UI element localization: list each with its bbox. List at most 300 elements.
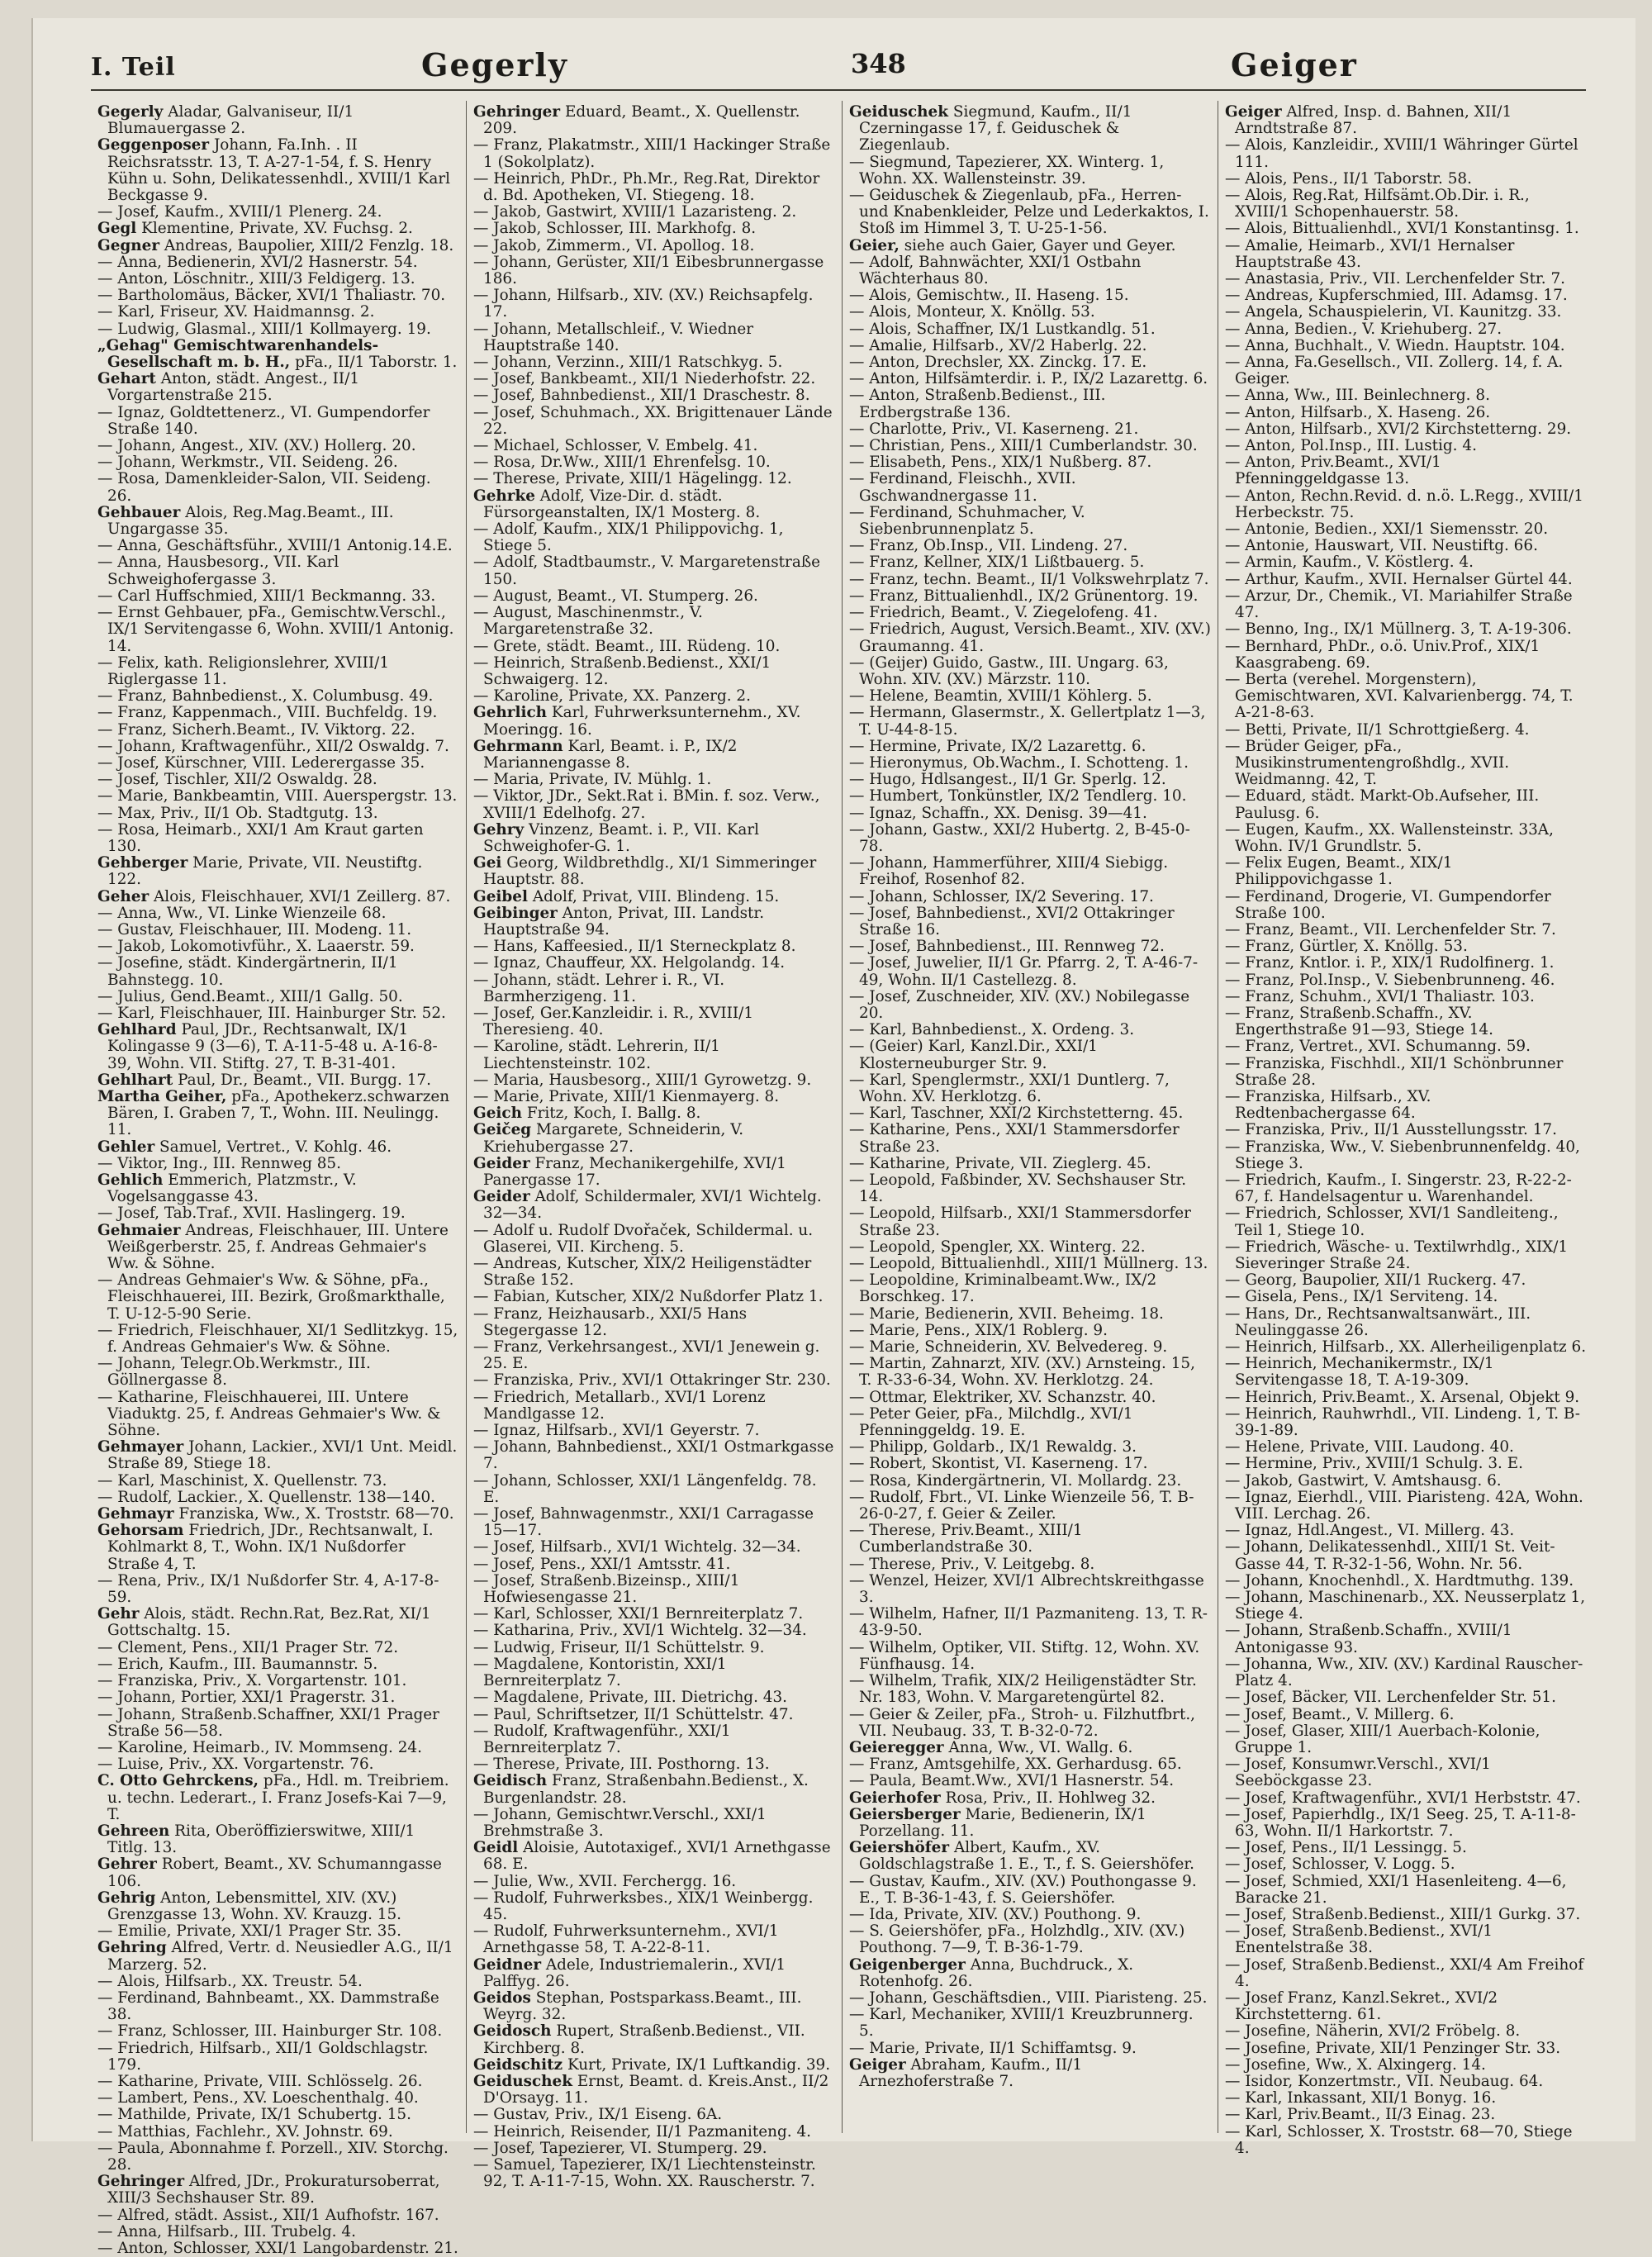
directory-entry	[97, 1773, 459, 1823]
directory-entry	[97, 905, 459, 922]
entry-surname: Gehart	[97, 370, 156, 388]
entry-details: Paul, JDr., Rechtsanwalt, IX/1 Kolingasse 9 (3—6), T. A-11-5-48 u. A-16-8-39, Wohn. VII. Stiftg. 27, T. B-31-401.	[107, 1021, 438, 1072]
directory-entry	[473, 471, 835, 487]
directory-entry	[473, 1539, 835, 1556]
directory-entry	[849, 938, 1211, 955]
directory-entry	[473, 354, 835, 371]
entry-details: — Peter Geier, pFa., Milchdlg., XVI/1 Pfenninggeldg. 19. E.	[849, 1404, 1133, 1440]
directory-entry	[473, 1423, 835, 1439]
directory-entry	[849, 2057, 1211, 2090]
entry-surname: Geieregger	[849, 1738, 944, 1756]
entry-details: — Ignaz, Eierhdl., VIII. Piaristeng. 42A, Wohn. VIII. Lerchag. 26.	[1225, 1488, 1583, 1523]
directory-entry	[97, 1223, 459, 1273]
directory-entry	[1225, 338, 1588, 354]
directory-entry	[473, 454, 835, 471]
entry-details: Alois, städt. Rechn.Rat, Bez.Rat, XI/1 Gottschaltg. 15.	[107, 1605, 431, 1640]
entry-details: — Gisela, Pens., IX/1 Serviteng. 14.	[1225, 1288, 1498, 1306]
directory-entry	[97, 1272, 459, 1323]
directory-entry	[97, 271, 459, 287]
directory-entry	[97, 605, 459, 655]
page-header	[91, 40, 1586, 91]
entry-details: — Alois, Bittualienhdl., XVI/1 Konstantinsg. 1.	[1225, 220, 1579, 238]
entry-details: — Johann, Hammerführer, XIII/4 Siebigg. Freihof, Rosenhof 82.	[849, 854, 1169, 889]
entry-surname: Gehreen	[97, 1822, 170, 1840]
entry-details: — S. Geiershöfer, pFa., Holzhdlg., XIV. (XV.) Pouthong. 7—9, T. B-36-1-79.	[849, 1922, 1185, 1957]
entry-details: Anna, Ww., VI. Wallg. 6.	[948, 1738, 1133, 1756]
entry-details: — Johanna, Ww., XIV. (XV.) Kardinal Rauscher-Platz 4.	[1225, 1655, 1583, 1690]
directory-entry	[473, 1105, 835, 1122]
directory-entry	[473, 2157, 835, 2190]
directory-entry	[849, 2041, 1211, 2057]
directory-entry	[1225, 639, 1588, 672]
directory-entry	[97, 1923, 459, 1940]
entry-details: — Antonie, Bedien., XXI/1 Siemensstr. 20.	[1225, 520, 1549, 539]
directory-entry	[97, 1707, 459, 1740]
entry-details: — Paula, Abonnahme f. Porzell., XIV. Storchg. 28.	[97, 2139, 449, 2174]
entry-details: — Adolf, Bahnwächter, XXI/1 Ostbahn Wächterhaus 80.	[849, 253, 1142, 288]
entry-details: — Wenzel, Heizer, XVI/1 Albrechtskreithgasse 3.	[849, 1571, 1204, 1607]
entry-details: — Ferdinand, Bahnbeamt., XX. Dammstraße 38.	[97, 1989, 439, 2024]
directory-entry	[473, 1640, 835, 1656]
entry-surname: Geiershöfer	[849, 1839, 950, 1857]
entry-details: — Philipp, Goldarb., IX/1 Rewaldg. 3.	[849, 1438, 1137, 1456]
entry-details: — Heinrich, Hilfsarb., XX. Allerheiligenplatz 6.	[1225, 1338, 1587, 1357]
entry-surname: Gegl	[97, 220, 137, 238]
directory-entry	[97, 739, 459, 755]
entry-details: — Karl, Mechaniker, XVIII/1 Kreuzbrunnerg. 5.	[849, 2006, 1194, 2041]
directory-entry	[97, 655, 459, 688]
entry-details: — Samuel, Tapezierer, IX/1 Liechtensteinstr. 92, T. A-11-7-15, Wohn. XX. Rauscherstr. 7.	[473, 2155, 816, 2191]
entry-details: — Gustav, Fleischhauer, III. Modeng. 11.	[97, 920, 412, 938]
entry-details: — Jakob, Lokomotivführ., X. Laaerstr. 59.	[97, 938, 415, 956]
directory-entry	[473, 1890, 835, 1923]
directory-entry	[97, 204, 459, 221]
entry-details: — Maria, Private, IV. Mühlg. 1.	[473, 771, 712, 789]
directory-entry	[473, 1556, 835, 1573]
directory-entry	[473, 905, 835, 938]
entry-details: — Leopoldine, Kriminalbeamt.Ww., IX/2 Borschkeg. 17.	[849, 1271, 1157, 1306]
entry-details: — Johann, Delikatessenhdl., XIII/1 St. Veit-Gasse 44, T. R-32-1-56, Wohn. Nr. 56.	[1225, 1538, 1555, 1573]
entry-details: — Josef, Straßenb.Bedienst., XVI/1 Enentelstraße 38.	[1225, 1922, 1493, 1957]
entry-details: Ernst, Beamt. d. Kreis.Anst., II/2 D'Orsayg. 11.	[483, 2072, 829, 2107]
entry-surname: „Gehag" Gemischtwarenhandels-Gesellschaft m. b. H.,	[97, 336, 379, 372]
directory-entry	[473, 204, 835, 221]
entry-details: — Josef Franz, Kanzl.Sekret., XVI/2 Kirchstetterng. 61.	[1225, 1989, 1498, 2024]
entry-details: — Geiduschek & Ziegenlaub, pFa., Herren- und Knabenkleider, Pelze und Lederkaktos, I. Stoß im Himmel 3, T. U-25-1-56.	[849, 187, 1209, 238]
entry-details: — Josef, Juwelier, II/1 Gr. Pfarrg. 2, T. A-46-7-49, Wohn. II/1 Castellezg. 8.	[849, 954, 1199, 989]
directory-entry	[849, 772, 1211, 788]
entry-details: — Magdalene, Private, III. Dietrichg. 43.	[473, 1689, 788, 1707]
entry-details: — Ida, Private, XIV. (XV.) Pouthong. 9.	[849, 1905, 1142, 1923]
directory-entry	[849, 1707, 1211, 1740]
entry-details: — Josef, Straßenb.Bedienst., XIII/1 Gurkg. 37.	[1225, 1905, 1581, 1923]
entry-details: — Jakob, Gastwirt, XVIII/1 Lazaristeng. 2.	[473, 203, 797, 221]
directory-entry	[473, 972, 835, 1005]
entry-details: Adele, Industriemalerin., XVI/1 Palffyg. 26.	[483, 1955, 786, 1990]
directory-entry	[473, 287, 835, 321]
entry-details: — (Geier) Karl, Kanzl.Dir., XXI/1 Klosterneuburger Str. 9.	[849, 1038, 1098, 1072]
entry-details: — Betti, Private, II/1 Schrottgießerg. 4.	[1225, 720, 1530, 739]
directory-entry	[849, 188, 1211, 238]
entry-surname: Gehr	[97, 1605, 140, 1623]
entry-details: — Katharine, Pens., XXI/1 Stammersdorfer Straße 23.	[849, 1121, 1180, 1156]
entry-details: — Karl, Bahnbedienst., X. Ordeng. 3.	[849, 1021, 1135, 1039]
entry-details: — Hans, Kaffeesied., II/1 Sterneckplatz 8.	[473, 938, 796, 956]
directory-entry	[473, 1005, 835, 1038]
directory-entry	[473, 2107, 835, 2123]
entry-details: — Isidor, Konzertmstr., VII. Neubaug. 64.	[1225, 2072, 1544, 2090]
entry-details: — Katharina, Priv., XVI/1 Wichtelg. 32—34.	[473, 1622, 807, 1640]
directory-entry	[1225, 938, 1588, 955]
entry-details: — Marie, Schneiderin, XV. Belvedereg. 9.	[849, 1338, 1168, 1357]
entry-details: — Julie, Ww., XVII. Ferchergg. 16.	[473, 1872, 737, 1890]
directory-entry	[1225, 788, 1588, 821]
entry-details: — Rosa, Kindergärtnerin, VI. Mollardg. 23.	[849, 1471, 1182, 1490]
entry-details: — Franz, Plakatmstr., XIII/1 Hackinger Straße 1 (Sokolplatz).	[473, 136, 831, 171]
directory-entry	[473, 588, 835, 605]
directory-entry	[1225, 1205, 1588, 1238]
entry-details: — Rena, Priv., IX/1 Nußdorfer Str. 4, A-17-8-59.	[97, 1571, 439, 1607]
entry-details: — Michael, Schlosser, V. Embelg. 41.	[473, 437, 758, 455]
directory-entry	[97, 805, 459, 822]
entry-details: Alois, Fleischhauer, XVI/1 Zeillerg. 87.	[154, 887, 451, 905]
directory-entry	[1225, 1790, 1588, 1807]
directory-entry	[1225, 1756, 1588, 1789]
entry-details: — Rudolf, Fbrt., VI. Linke Wienzeile 56, T. B-26-0-27, f. Geier & Zeiler.	[849, 1488, 1194, 1523]
entry-details: — Gustav, Kaufm., XIV. (XV.) Pouthongasse 9. E., T. B-36-1-43, f. S. Geiershöfer.	[849, 1872, 1197, 1907]
directory-entry	[1225, 1456, 1588, 1472]
entry-surname: Geibinger	[473, 904, 558, 922]
directory-entry	[97, 1022, 459, 1072]
entry-details: — Eduard, städt. Markt-Ob.Aufseher, III. Paulusg. 6.	[1225, 787, 1540, 822]
entry-details: — Grete, städt. Beamt., III. Rüdeng. 10.	[473, 637, 781, 655]
entry-details: — Josef, Straßenb.Bedienst., XXI/4 Am Freihof 4.	[1225, 1955, 1584, 1990]
directory-entry	[97, 238, 459, 254]
entry-details: — Adolf u. Rudolf Dvořaček, Schildermal. u. Glaserei, VII. Kircheng. 5.	[473, 1221, 814, 1256]
entry-details: — Karl, Spenglermstr., XXI/1 Duntlerg. 7, Wohn. XV. Herklotzg. 6.	[849, 1071, 1170, 1105]
entry-details: — Franz, techn. Beamt., II/1 Volkswehrplatz 7.	[849, 570, 1209, 588]
entry-details: — Friedrich, Fleischhauer, XI/1 Sedlitzkyg. 15, f. Andreas Gehmaier's Ww. & Söhne.	[97, 1321, 458, 1357]
directory-entry	[473, 1390, 835, 1423]
entry-details: — Johann, Bahnbedienst., XXI/1 Ostmarkgasse 7.	[473, 1438, 834, 1473]
entry-details: — Franz, Bahnbedienst., X. Columbusg. 49.	[97, 687, 434, 706]
entry-details: — Lambert, Pens., XV. Loeschenthalg. 40.	[97, 2089, 419, 2107]
entry-details: — Josef, Zuschneider, XIV. (XV.) Nobilegasse 20.	[849, 987, 1190, 1022]
directory-entry	[849, 989, 1211, 1022]
directory-entry	[849, 1390, 1211, 1406]
directory-entry	[1225, 1005, 1588, 1038]
entry-details: — Antonie, Hauswart, VII. Neustiftg. 66.	[1225, 537, 1538, 555]
entry-details: — Franziska, Priv., X. Vorgartenstr. 101.	[97, 1672, 407, 1690]
directory-entry	[1225, 405, 1588, 421]
entry-details: — Wilhelm, Hafner, II/1 Pazmaniteng. 13, T. R-43-9-50.	[849, 1605, 1208, 1640]
entry-details: Samuel, Vertret., V. Kohlg. 46.	[159, 1138, 392, 1156]
directory-entry	[473, 1189, 835, 1222]
entry-details: — Ernst Gehbauer, pFa., Gemischtw.Verschl., IX/1 Servitengasse 6, Wohn. XVIII/1 Antonig. 14.	[97, 604, 454, 655]
entry-details: — Rudolf, Kraftwagenführ., XXI/1 Bernreiterplatz 7.	[473, 1722, 731, 1756]
entry-details: — Franz, Verkehrsangest., XVI/1 Jenewein g. 25. E.	[473, 1338, 820, 1373]
directory-entry	[473, 1038, 835, 1071]
entry-details: — Josef, Konsumwr.Verschl., XVI/1 Seeböckgasse 23.	[1225, 1756, 1491, 1790]
entry-details: — Josef, Glaser, XIII/1 Auerbach-Kolonie, Gruppe 1.	[1225, 1722, 1540, 1756]
entry-details: Franz, Mechanikergehilfe, XVI/1 Panergasse 17.	[483, 1154, 786, 1189]
entry-details: Klementine, Private, XV. Fuchsg. 2.	[141, 220, 413, 238]
entry-details: — Franz, Sicherh.Beamt., IV. Viktorg. 22.	[97, 720, 415, 739]
entry-details: — Alois, Monteur, X. Knöllg. 53.	[849, 303, 1095, 321]
directory-entry	[1225, 304, 1588, 321]
directory-entry	[849, 554, 1211, 571]
entry-details: — Viktor, Ing., III. Rennweg 85.	[97, 1154, 341, 1172]
directory-entry	[1225, 421, 1588, 438]
entry-details: — Josef, Schlosser, V. Logg. 5.	[1225, 1855, 1455, 1874]
directory-entry	[1225, 137, 1588, 170]
entry-details: Rosa, Priv., II. Hohlweg 32.	[945, 1789, 1156, 1807]
entry-details: — Paula, Beamt.Ww., XVI/1 Hasnerstr. 54.	[849, 1772, 1175, 1790]
column-4	[1218, 101, 1594, 2157]
entry-details: — Anna, Hausbesorg., VII. Karl Schweighofergasse 3.	[97, 554, 339, 588]
directory-entry	[473, 1306, 835, 1339]
entry-surname: Geiger	[849, 2055, 906, 2074]
entry-details: — Heinrich, Priv.Beamt., X. Arsenal, Objekt 9.	[1225, 1388, 1580, 1406]
directory-entry	[97, 338, 459, 371]
entry-details: Andreas, Baupolier, XIII/2 Fenzlg. 18.	[164, 236, 454, 254]
entry-surname: Martha Geiher,	[97, 1087, 227, 1105]
entry-details: — Armin, Kaufm., V. Köstlerg. 4.	[1225, 554, 1474, 572]
directory-entry	[1225, 1272, 1588, 1289]
directory-entry	[1225, 1473, 1588, 1490]
entry-details: — Arzur, Dr., Chemik., VI. Mariahilfer Straße 47.	[1225, 587, 1573, 622]
entry-details: — August, Maschinenmstr., V. Margaretenstraße 32.	[473, 604, 703, 639]
entry-details: — Anton, Schlosser, XXI/1 Langobardenstr. 21.	[97, 2240, 458, 2257]
entry-details: — Friedrich, Beamt., V. Ziegelofeng. 41.	[849, 604, 1158, 622]
entry-details: — Erich, Kaufm., III. Baumannstr. 5.	[97, 1655, 378, 1673]
entry-details: Andreas, Fleischhauer, III. Untere Weißgerberstr. 25, f. Andreas Gehmaier's Ww. & Söhne.	[107, 1221, 449, 1273]
directory-entry	[849, 688, 1211, 705]
directory-entry	[1225, 1172, 1588, 1205]
directory-entry	[849, 1205, 1211, 1238]
entry-details: — Karl, Maschinist, X. Quellenstr. 73.	[97, 1471, 387, 1490]
entry-details: — Karl, Taschner, XXI/2 Kirchstetterng. 45.	[849, 1105, 1184, 1123]
directory-entry	[1225, 1356, 1588, 1389]
entry-details: — Anton, Straßenb.Bedienst., III. Erdbergstraße 136.	[849, 387, 1106, 421]
entry-details: — Friedrich, Schlosser, XVI/1 Sandleiteng., Teil 1, Stiege 10.	[1225, 1205, 1559, 1239]
directory-entry	[473, 221, 835, 237]
directory-entry	[1225, 1523, 1588, 1539]
entry-details: — Alois, Pens., II/1 Taborstr. 58.	[1225, 169, 1472, 188]
entry-details: — Alois, Reg.Rat, Hilfsämt.Ob.Dir. i. R., XVIII/1 Schopenhauerstr. 58.	[1225, 187, 1530, 221]
directory-entry	[97, 1523, 459, 1573]
directory-entry	[473, 321, 835, 354]
entry-details: — Johann, Verzinn., XIII/1 Ratschkyg. 5.	[473, 354, 783, 372]
directory-entry	[473, 238, 835, 254]
entry-details: Franz, Straßenbahn.Bedienst., X. Burgenlandstr. 28.	[483, 1772, 809, 1807]
directory-entry	[849, 955, 1211, 988]
entry-details: — Johann, Angest., XIV. (XV.) Hollerg. 20.	[97, 437, 416, 455]
directory-entry	[1225, 171, 1588, 188]
directory-entry	[1225, 1139, 1588, 1172]
directory-entry	[473, 387, 835, 404]
entry-details: — Bartholomäus, Bäcker, XVI/1 Thaliastr. 70.	[97, 287, 446, 305]
directory-entry	[849, 621, 1211, 654]
directory-entry	[1225, 1390, 1588, 1406]
entry-details: — Wilhelm, Trafik, XIX/2 Heiligenstädter Str. Nr. 183, Wohn. V. Margaretengürtel 82.	[849, 1672, 1197, 1707]
entry-surname: Gehmaier	[97, 1221, 181, 1239]
directory-entry	[97, 1689, 459, 1706]
directory-entry	[849, 538, 1211, 554]
directory-entry	[473, 488, 835, 521]
directory-entry	[1225, 1573, 1588, 1589]
directory-entry	[97, 1823, 459, 1856]
directory-entry	[97, 254, 459, 271]
entry-details: — Anton, Hilfsarb., X. Haseng. 26.	[1225, 403, 1491, 421]
entry-details: Alfred, JDr., Prokuratursoberrat, XIII/3 Sechshauser Str. 89.	[107, 2173, 440, 2207]
entry-details: — Marie, Private, XIII/1 Kienmayerg. 8.	[473, 1087, 780, 1105]
entry-details: — Josefine, Private, XII/1 Penzinger Str. 33.	[1225, 2039, 1561, 2057]
entry-details: — Arthur, Kaufm., XVII. Hernalser Gürtel 44.	[1225, 570, 1573, 588]
entry-details: — Anna, Hilfsarb., III. Trubelg. 4.	[97, 2222, 356, 2240]
entry-details: — Siegmund, Tapezierer, XX. Winterg. 1, Wohn. XX. Wallensteinstr. 39.	[849, 153, 1165, 188]
entry-details: Rita, Oberöffizierswitwe, XIII/1 Titlg. 13.	[107, 1822, 415, 1857]
directory-entry	[97, 104, 459, 137]
section-label: I. Teil	[91, 53, 176, 82]
entry-details: Adolf, Vize-Dir. d. städt. Fürsorgeanstalten, IX/1 Mosterg. 8.	[483, 487, 761, 521]
entry-details: — Berta (verehel. Morgenstern), Gemischtwaren, XVI. Kalvarienbergg. 74, T. A-21-8-63.	[1225, 670, 1574, 722]
directory-entry	[1225, 1056, 1588, 1089]
directory-entry	[97, 1356, 459, 1389]
entry-details: Franziska, Ww., X. Troststr. 68—70.	[178, 1505, 454, 1523]
entry-details: — Johann, Hilfsarb., XIV. (XV.) Reichsapfelg. 17.	[473, 287, 814, 321]
entry-details: — Franz, Pol.Insp., V. Siebenbrunneng. 46.	[1225, 971, 1555, 989]
directory-entry	[1225, 855, 1588, 888]
entry-details: Anton, Lebensmittel, XIV. (XV.) Grenzgasse 13, Wohn. XV. Krauzg. 15.	[107, 1889, 402, 1923]
entry-surname: C. Otto Gehrckens,	[97, 1772, 259, 1790]
entry-details: — Anna, Buchhalt., V. Wiedn. Hauptstr. 104.	[1225, 336, 1565, 354]
directory-entry	[1225, 1406, 1588, 1439]
directory-entry	[97, 1756, 459, 1773]
entry-details: — Franz, Bittualienhdl., IX/2 Grünentorg. 19.	[849, 587, 1199, 605]
entry-details: — Johann, Telegr.Ob.Werkmstr., III. Göllnergasse 8.	[97, 1355, 371, 1390]
entry-details: — Rosa, Damenkleider-Salon, VII. Seideng. 26.	[97, 470, 431, 505]
directory-entry	[1225, 1689, 1588, 1706]
entry-details: — Karoline, städt. Lehrerin, II/1 Liechtensteinstr. 102.	[473, 1038, 720, 1072]
entry-surname: Geidner	[473, 1955, 542, 1974]
entry-details: — Friedrich, Kaufm., I. Singerstr. 23, R-22-2-67, f. Handelsagentur u. Warenhandel.	[1225, 1171, 1572, 1206]
entry-details: — Jakob, Gastwirt, V. Amtshausg. 6.	[1225, 1471, 1502, 1490]
directory-entry	[473, 1723, 835, 1756]
entry-details: Johann, Lackier., XVI/1 Unt. Meidl. Straße 89, Stiege 18.	[107, 1438, 458, 1473]
entry-surname: Geičeg	[473, 1121, 532, 1139]
entry-details: — Rosa, Heimarb., XXI/1 Am Kraut garten 130.	[97, 820, 424, 855]
directory-entry	[849, 1038, 1211, 1071]
entry-details: — Franziska, Fischhdl., XII/1 Schönbrunner Straße 28.	[1225, 1054, 1564, 1089]
directory-entry	[97, 287, 459, 304]
entry-details: — Andreas, Kupferschmied, III. Adamsg. 17.	[1225, 287, 1568, 305]
directory-entry	[1225, 1289, 1588, 1305]
entry-surname: Gehringer	[473, 103, 561, 121]
directory-entry	[1225, 1907, 1588, 1923]
entry-details: — Josef, Pens., II/1 Lessingg. 5.	[1225, 1839, 1467, 1857]
entry-surname: Gehmayr	[97, 1505, 174, 1523]
directory-entry	[97, 1506, 459, 1523]
directory-entry	[1225, 972, 1588, 989]
directory-entry	[849, 1573, 1211, 1606]
entry-surname: Geher	[97, 887, 150, 905]
entry-surname: Gehring	[97, 1939, 167, 1957]
entry-details: — Therese, Private, III. Posthorng. 13.	[473, 1756, 770, 1774]
entry-details: — Katharine, Fleischhauerei, III. Untere Viaduktg. 25, f. Andreas Gehmaier's Ww. & Söhne.	[97, 1388, 441, 1440]
entry-surname: Gehrmann	[473, 737, 563, 755]
directory-entry	[97, 405, 459, 438]
entry-details: — Georg, Baupolier, XII/1 Ruckerg. 47.	[1225, 1271, 1526, 1290]
directory-entry	[473, 554, 835, 587]
entry-details: — Ottmar, Elektriker, XV. Schanzstr. 40.	[849, 1388, 1156, 1406]
directory-entry	[97, 1172, 459, 1205]
directory-entry	[473, 688, 835, 705]
directory-entry	[473, 371, 835, 387]
directory-entry	[473, 1623, 835, 1639]
directory-entry	[849, 588, 1211, 605]
entry-details: — Anna, Fa.Gesellsch., VII. Zollerg. 14, f. A. Geiger.	[1225, 354, 1564, 388]
entry-details: — Marie, Bankbeamtin, VIII. Auerspergstr. 13.	[97, 787, 458, 805]
entry-details: — Karl, Friseur, XV. Haidmannsg. 2.	[97, 303, 375, 321]
entry-surname: Gehringer	[97, 2173, 185, 2191]
directory-entry	[849, 1606, 1211, 1639]
entry-details: — Hermann, Glasermstr., X. Gellertplatz 1—3, T. U-44-8-15.	[849, 704, 1206, 739]
directory-entry	[473, 822, 835, 855]
directory-entry	[849, 1790, 1211, 1807]
entry-details: Alois, Reg.Mag.Beamt., III. Ungargasse 35.	[107, 503, 394, 539]
entry-details: pFa., Hdl. m. Treibriem. u. techn. Lederart., I. Franz Josefs-Kai 7—9, T.	[107, 1772, 449, 1823]
entry-surname: Gehrig	[97, 1889, 156, 1907]
directory-entry	[97, 588, 459, 605]
entry-surname: Gehorsam	[97, 1522, 184, 1540]
entry-details: Marie, Bedienerin, IX/1 Porzellang. 11.	[859, 1805, 1146, 1840]
directory-entry	[849, 1339, 1211, 1356]
entry-details: — Franz, Ob.Insp., VII. Lindeng. 27.	[849, 537, 1128, 555]
entry-details: — Hugo, Hdlsangest., II/1 Gr. Sperlg. 12.	[849, 771, 1166, 789]
entry-details: — Karoline, Private, XX. Panzerg. 2.	[473, 687, 751, 706]
entry-details: — Therese, Priv.Beamt., XIII/1 Cumberlandstraße 30.	[849, 1522, 1083, 1556]
entry-details: — Franz, Amtsgehilfe, XX. Gerhardusg. 65.	[849, 1756, 1182, 1774]
entry-details: — Alois, Kanzleidir., XVIII/1 Währinger Gürtel 111.	[1225, 136, 1578, 171]
entry-details: Stephan, Postsparkass.Beamt., III. Weyrg. 32.	[483, 1989, 802, 2024]
entry-details: — Johann, Schlosser, IX/2 Severing. 17.	[849, 887, 1154, 905]
entry-details: — Viktor, JDr., Sekt.Rat i. BMin. f. soz. Verw., XVIII/1 Edelhofg. 27.	[473, 787, 820, 822]
directory-entry	[97, 922, 459, 938]
directory-entry	[1225, 1923, 1588, 1956]
entry-surname: Geiduschek	[849, 103, 948, 121]
entry-surname: Geich	[473, 1105, 522, 1123]
entry-details: Aloisie, Autotaxigef., XVI/1 Arnethgasse 68. E.	[483, 1839, 831, 1874]
entry-details: — Anna, Ww., III. Beinlechnerg. 8.	[1225, 387, 1490, 405]
entry-details: — Josef, Tapezierer, VI. Stumperg. 29.	[473, 2139, 767, 2157]
directory-entry	[473, 1372, 835, 1389]
entry-details: — Andreas, Kutscher, XIX/2 Heiligenstädter Straße 152.	[473, 1255, 812, 1290]
directory-entry	[473, 1606, 835, 1623]
directory-entry	[97, 1606, 459, 1639]
directory-entry	[1225, 1874, 1588, 1907]
entry-details: — Johann, städt. Lehrer i. R., VI. Barmherzigeng. 11.	[473, 971, 725, 1005]
entry-details: — Heinrich, Mechanikermstr., IX/1 Servitengasse 18, T. A-19-309.	[1225, 1355, 1494, 1390]
entry-details: — Mathilde, Private, IX/1 Schubertg. 15.	[97, 2106, 411, 2124]
directory-entry	[849, 104, 1211, 154]
directory-entry	[97, 1856, 459, 1889]
entry-details: Emmerich, Platzmstr., V. Vogelsanggasse 43.	[107, 1171, 357, 1206]
directory-entry	[1225, 2074, 1588, 2090]
directory-entry	[1225, 989, 1588, 1005]
entry-surname: Geidisch	[473, 1772, 548, 1790]
directory-entry	[1225, 221, 1588, 237]
